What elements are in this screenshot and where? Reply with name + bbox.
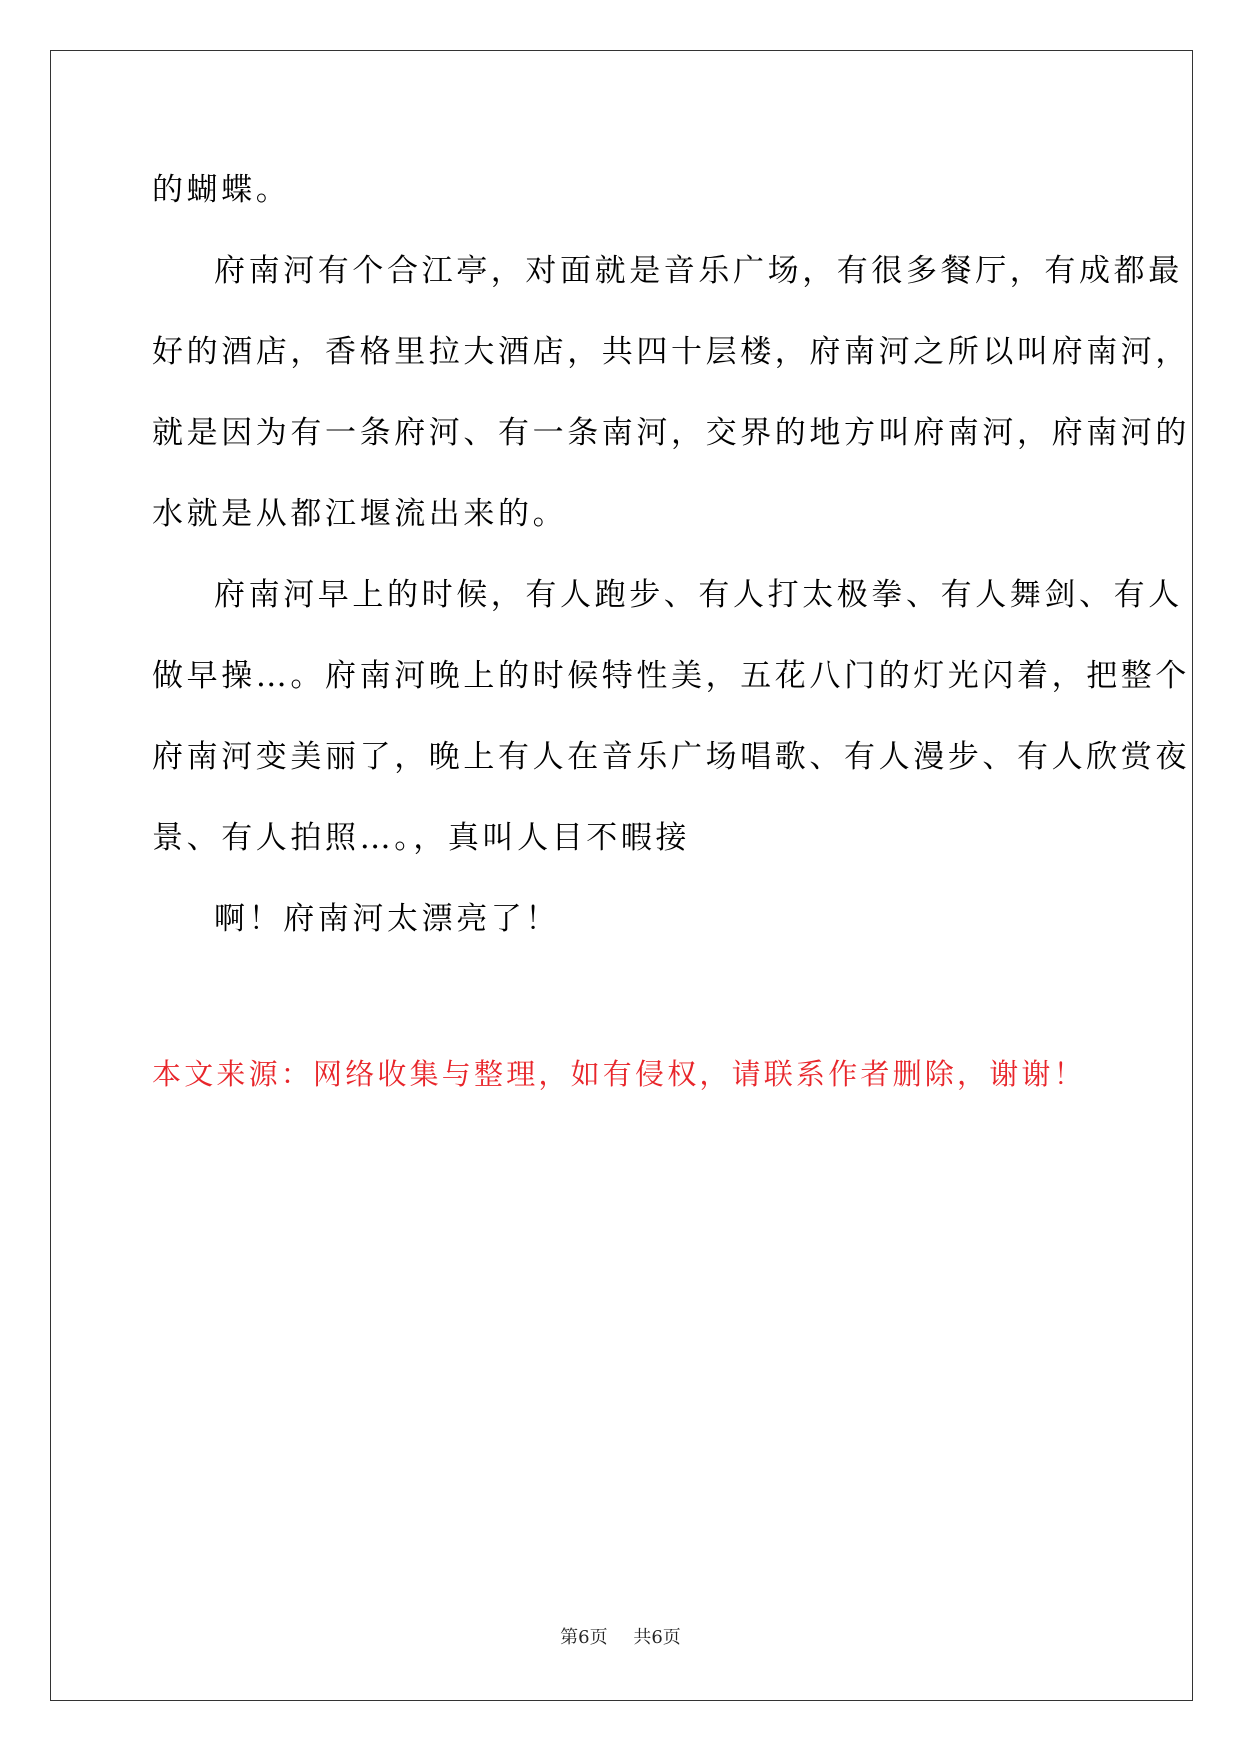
paragraph-line: 做早操…。府南河晚上的时候特性美，五花八门的灯光闪着，把整个 [152,658,1190,694]
page-footer [0,1623,1241,1653]
source-note: 本文来源：网络收集与整理，如有侵权，请联系作者删除，谢谢！ [152,1057,1086,1091]
total-page-count: 共6页 [633,1627,681,1648]
paragraph-line: 府南河变美丽了，晚上有人在音乐广场唱歌、有人漫步、有人欣赏夜 [152,739,1190,775]
paragraph-line: 景、有人拍照…。，真叫人目不暇接 [152,820,691,856]
paragraph-line: 府南河有个合江亭，对面就是音乐广场，有很多餐厅，有成都最 [214,253,1183,289]
paragraph-line: 就是因为有一条府河、有一条南河，交界的地方叫府南河，府南河的 [152,415,1190,451]
paragraph-line: 府南河早上的时候，有人跑步、有人打太极拳、有人舞剑、有人 [214,577,1183,613]
current-page-number: 第6页 [560,1627,608,1648]
paragraph-line: 啊！府南河太漂亮了！ [214,901,560,937]
paragraph-line: 好的酒店，香格里拉大酒店，共四十层楼，府南河之所以叫府南河， [152,334,1190,370]
paragraph-line: 水就是从都江堰流出来的。 [152,496,568,532]
document-body [152,160,1190,970]
paragraph-line: 的蝴蝶。 [152,172,291,208]
